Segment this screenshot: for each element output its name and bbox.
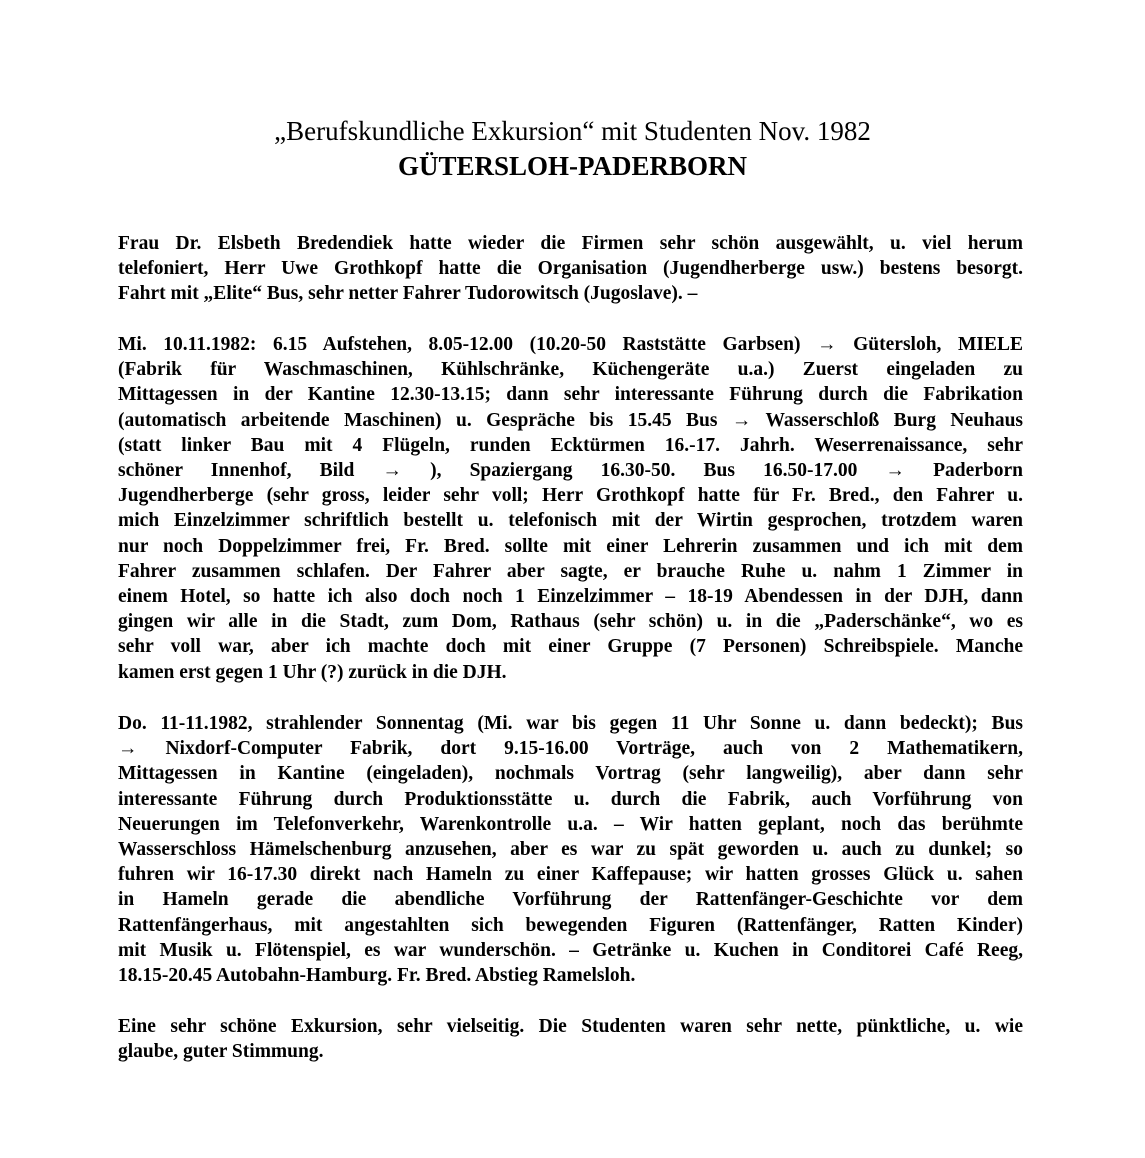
text-line: (automatisch arbeitende Maschinen) u. Gespräche bis 15.45 Bus → Wasserschloß Burg Neuhaus	[118, 409, 1023, 431]
text-line: telefoniert, Herr Uwe Grothkopf hatte die Organisation (Jugendherberge usw.) bestens besorgt.	[118, 258, 1023, 280]
text-line: kamen erst gegen 1 Uhr (?) zurück in die DJH.	[118, 661, 507, 683]
document-subtitle: GÜTERSLOH-PADERBORN	[397, 151, 748, 181]
text-line: nur noch Doppelzimmer frei, Fr. Bred. sollte mit einer Lehrerin zusammen und ich mit dem	[118, 535, 1023, 557]
text-line: (Fabrik für Waschmaschinen, Kühlschränke, Küchengeräte u.a.) Zuerst eingeladen zu	[118, 359, 1023, 381]
text-line: mich Einzelzimmer schriftlich bestellt u. telefonisch mit der Wirtin gesprochen, trotzdem waren	[118, 510, 1023, 532]
text-line: glaube, guter Stimmung.	[118, 1041, 324, 1063]
document-title: „Berufskundliche Exkursion“ mit Studenten Nov. 1982	[274, 116, 871, 146]
paragraph-day-2	[118, 711, 1023, 988]
text-line: Eine sehr schöne Exkursion, sehr vielseitig. Die Studenten waren sehr nette, pünktliche, u. wie	[118, 1016, 1023, 1037]
text-line: in Hameln gerade die abendliche Vorführung der Rattenfänger-Geschichte vor dem	[118, 889, 1023, 911]
text-line: mit Musik u. Flötenspiel, es war wunderschön. – Getränke u. Kuchen in Conditorei Café Reeg,	[118, 939, 1023, 961]
text-line: einem Hotel, so hatte ich also doch noch 1 Einzelzimmer – 18-19 Abendessen in der DJH, dann	[118, 586, 1023, 608]
text-line: Frau Dr. Elsbeth Bredendiek hatte wieder die Firmen sehr schön ausgewählt, u. viel herum	[118, 233, 1023, 254]
text-line: schöner Innenhof, Bild → ), Spaziergang 16.30-50. Bus 16.50-17.00 → Paderborn	[118, 460, 1023, 482]
text-line: interessante Führung durch Produktionsstätte u. durch die Fabrik, auch Vorführung von	[118, 788, 1023, 810]
text-line: Jugendherberge (sehr gross, leider sehr voll; Herr Grothkopf hatte für Fr. Bred., den Fahrer u.	[118, 485, 1023, 507]
text-line: Neuerungen im Telefonverkehr, Warenkontrolle u.a. – Wir hatten geplant, noch das berühmte	[118, 813, 1023, 835]
paragraph-day-1	[118, 332, 1023, 685]
text-line: Do. 11-11.1982, strahlender Sonnentag (Mi. war bis gegen 11 Uhr Sonne u. dann bedeckt); Bus	[118, 713, 1023, 734]
text-line: sehr voll war, aber ich machte doch mit einer Gruppe (7 Personen) Schreibspiele. Manche	[118, 636, 1023, 658]
text-line: Fahrt mit „Elite“ Bus, sehr netter Fahrer Tudorowitsch (Jugoslave). –	[118, 283, 698, 305]
paragraph-intro	[118, 231, 1023, 307]
text-line: Wasserschloss Hämelschenburg anzusehen, aber es war zu spät geworden u. auch zu dunkel; so	[118, 839, 1023, 861]
text-line: 18.15-20.45 Autobahn-Hamburg. Fr. Bred. Abstieg Ramelsloh.	[118, 965, 636, 987]
text-line: Fahrer zusammen schlafen. Der Fahrer aber sagte, er brauche Ruhe u. nahm 1 Zimmer in	[118, 560, 1023, 582]
text-line: (statt linker Bau mit 4 Flügeln, runden Ecktürmen 16.-17. Jahrh. Weserrenaissance, sehr	[118, 434, 1023, 456]
text-line: Mittagessen in der Kantine 12.30-13.15; dann sehr interessante Führung durch die Fabrikation	[118, 384, 1023, 406]
text-line: Mi. 10.11.1982: 6.15 Aufstehen, 8.05-12.00 (10.20-50 Raststätte Garbsen) → Gütersloh, MIELE	[118, 334, 1023, 355]
text-line: fuhren wir 16-17.30 direkt nach Hameln zu einer Kaffepause; wir hatten grosses Glück u. sahen	[118, 864, 1023, 886]
text-line: → Nixdorf-Computer Fabrik, dort 9.15-16.00 Vorträge, auch von 2 Mathematikern,	[118, 738, 1023, 760]
paragraph-conclusion	[118, 1014, 1023, 1064]
text-line: gingen wir alle in die Stadt, zum Dom, Rathaus (sehr schön) u. in die „Paderschänke“, wo es	[118, 611, 1023, 633]
text-line: Mittagessen in Kantine (eingeladen), nochmals Vortrag (sehr langweilig), aber dann sehr	[118, 763, 1023, 785]
text-line: Rattenfängerhaus, mit angestahlten sich bewegenden Figuren (Rattenfänger, Ratten Kinder)	[118, 914, 1023, 936]
